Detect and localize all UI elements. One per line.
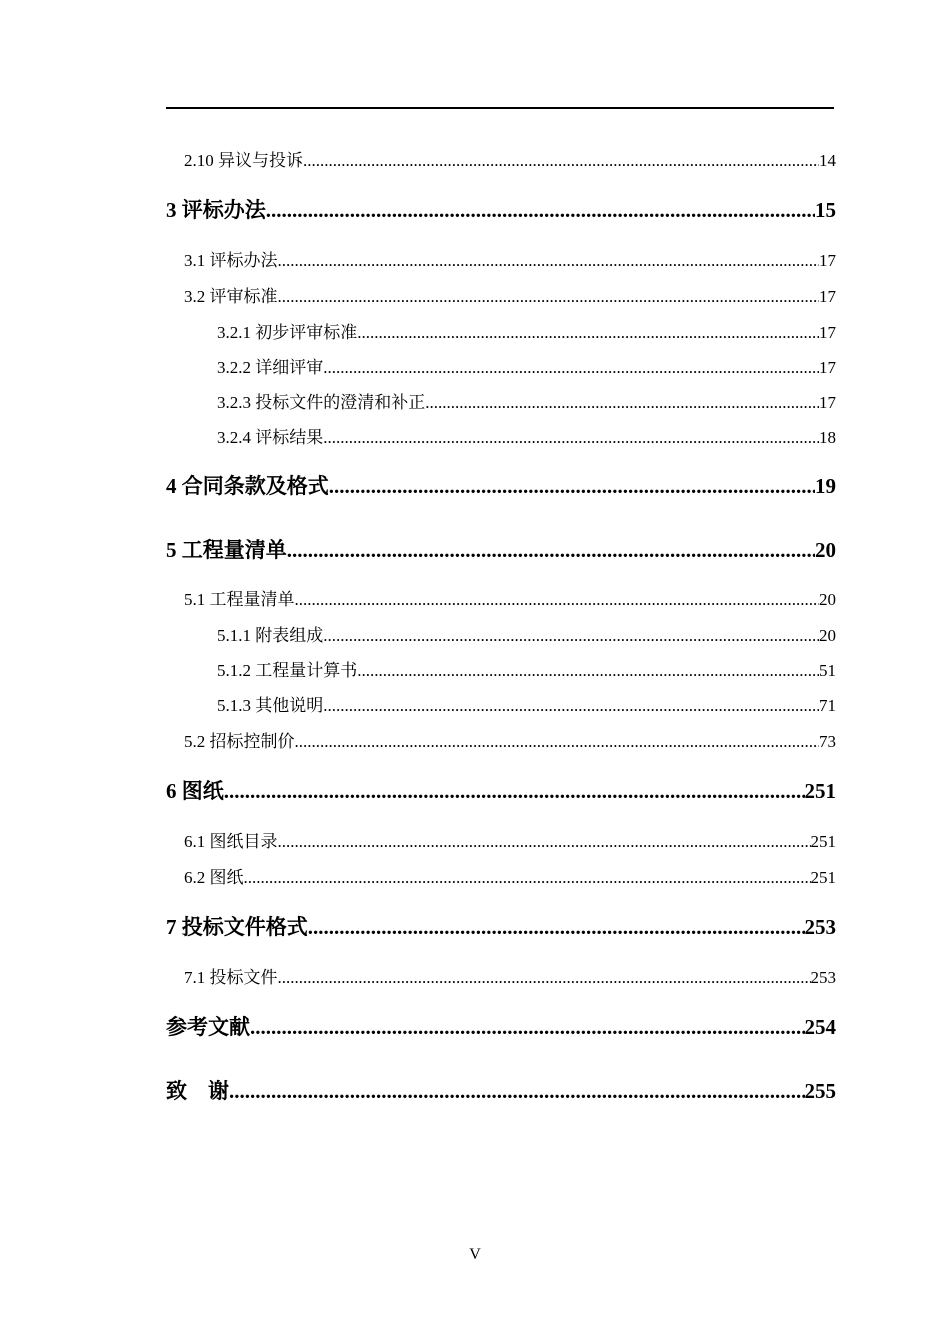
toc-entry[interactable]	[184, 963, 836, 988]
toc-entry-label: 6.1 图纸目录	[184, 832, 278, 851]
toc-entry-page: 251	[810, 868, 836, 887]
toc-entry-page: 253	[810, 968, 836, 987]
toc-entry[interactable]	[184, 863, 836, 888]
toc-leader-dots	[266, 198, 815, 223]
toc-entry-label: 5.1.3 其他说明	[217, 696, 324, 715]
toc-entry-page: 17	[819, 287, 836, 306]
toc-leader-dots	[250, 1015, 805, 1040]
toc-entry-page: 251	[810, 832, 836, 851]
toc-entry[interactable]	[184, 827, 836, 852]
toc-entry[interactable]	[184, 146, 836, 171]
toc-entry-page: 18	[819, 428, 836, 447]
toc-entry-label: 5.1 工程量清单	[184, 590, 295, 609]
toc-leader-dots	[323, 358, 819, 378]
toc-entry-page: 255	[804, 1079, 836, 1103]
toc-leader-dots	[287, 538, 815, 563]
toc-entry-label: 参考文献	[166, 1015, 250, 1039]
toc-entry[interactable]	[184, 585, 836, 610]
toc-entry-page: 17	[819, 251, 836, 270]
toc-entry-page: 20	[819, 590, 836, 609]
toc-entry[interactable]	[166, 1075, 836, 1105]
toc-entry-page: 20	[815, 538, 836, 562]
toc-leader-dots	[357, 661, 819, 681]
toc-entry-page: 73	[819, 732, 836, 751]
toc-leader-dots	[224, 779, 805, 804]
toc-entry-label: 6.2 图纸	[184, 868, 244, 887]
toc-entry[interactable]	[217, 423, 836, 448]
toc-entry-label: 致 谢	[166, 1079, 229, 1103]
toc-entry-label: 3 评标办法	[166, 198, 266, 222]
toc-entry-page: 253	[804, 915, 836, 939]
toc-entry[interactable]	[184, 282, 836, 307]
toc-entry-label: 4 合同条款及格式	[166, 474, 329, 498]
toc-leader-dots	[278, 251, 820, 271]
toc-entry-page: 254	[804, 1015, 836, 1039]
toc-entry-label: 5 工程量清单	[166, 538, 287, 562]
toc-entry[interactable]	[166, 911, 836, 941]
toc-entry-label: 3.2 评审标准	[184, 287, 278, 306]
toc-entry-label: 5.1.2 工程量计算书	[217, 661, 358, 680]
toc-entry-label: 3.1 评标办法	[184, 251, 278, 270]
toc-entry-label: 7.1 投标文件	[184, 968, 278, 987]
toc-leader-dots	[278, 287, 820, 307]
toc-leader-dots	[308, 915, 805, 940]
toc-entry[interactable]	[166, 470, 836, 500]
toc-leader-dots	[425, 393, 819, 413]
toc-entry[interactable]	[184, 727, 836, 752]
toc-entry[interactable]	[217, 656, 836, 681]
header-rule	[166, 107, 834, 109]
toc-leader-dots	[323, 696, 819, 716]
toc-leader-dots	[278, 832, 811, 852]
toc-leader-dots	[329, 474, 815, 499]
toc-entry-page: 17	[819, 323, 836, 342]
toc-leader-dots	[357, 323, 819, 343]
toc-leader-dots	[323, 626, 819, 646]
toc-entry-page: 15	[815, 198, 836, 222]
page-number: V	[469, 1246, 481, 1263]
toc-entry[interactable]	[166, 194, 836, 224]
toc-entry-label: 3.2.3 投标文件的澄清和补正	[217, 393, 426, 412]
toc-entry-page: 51	[819, 661, 836, 680]
toc-entry-label: 7 投标文件格式	[166, 915, 308, 939]
toc-entry-label: 3.2.2 详细评审	[217, 358, 324, 377]
toc-entry-page: 17	[819, 393, 836, 412]
toc-leader-dots	[295, 590, 820, 610]
toc-leader-dots	[323, 428, 819, 448]
toc-leader-dots	[244, 868, 811, 888]
toc-entry-label: 3.2.4 评标结果	[217, 428, 324, 447]
toc-leader-dots	[229, 1079, 805, 1104]
toc-entry-label: 5.2 招标控制价	[184, 732, 295, 751]
toc-entry-label: 6 图纸	[166, 779, 224, 803]
toc-leader-dots	[278, 968, 811, 988]
toc-entry[interactable]	[217, 691, 836, 716]
toc-entry-page: 251	[804, 779, 836, 803]
toc-entry[interactable]	[166, 775, 836, 805]
toc-entry-page: 20	[819, 626, 836, 645]
toc-entry-page: 71	[819, 696, 836, 715]
toc-entry[interactable]	[217, 388, 836, 413]
toc-entry-page: 14	[819, 151, 836, 170]
toc-entry-label: 2.10 异议与投诉	[184, 151, 303, 170]
toc-entry[interactable]	[217, 318, 836, 343]
toc-entry[interactable]	[217, 621, 836, 646]
toc-leader-dots	[295, 732, 820, 752]
toc-entry-label: 3.2.1 初步评审标准	[217, 323, 358, 342]
toc-entry[interactable]	[217, 353, 836, 378]
toc-leader-dots	[303, 151, 819, 171]
toc-entry[interactable]	[184, 246, 836, 271]
toc-entry[interactable]	[166, 1011, 836, 1041]
toc-entry-page: 19	[815, 474, 836, 498]
toc-entry-label: 5.1.1 附表组成	[217, 626, 324, 645]
toc-entry[interactable]	[166, 534, 836, 564]
toc-entry-page: 17	[819, 358, 836, 377]
